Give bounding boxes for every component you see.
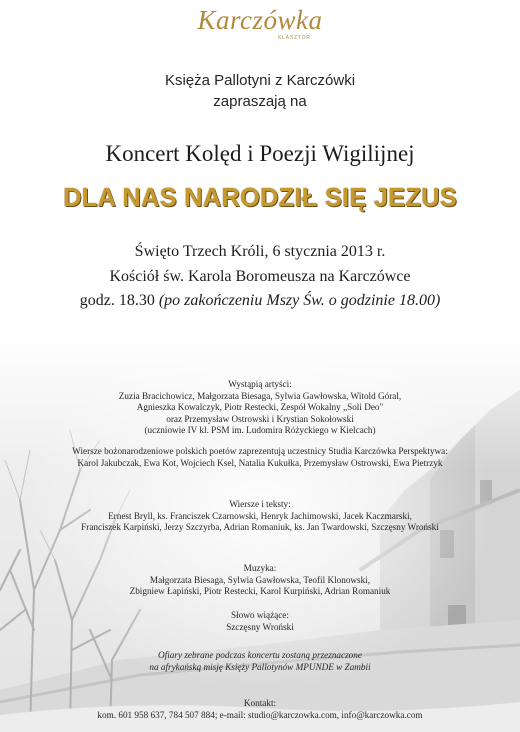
poems-section: [0, 446, 520, 469]
invitation-line-2: zapraszają na: [213, 93, 307, 110]
contact-heading: Kontakt:: [243, 698, 277, 708]
texts-section: [0, 499, 520, 534]
concert-title: Koncert Kolęd i Poezji Wigilijnej: [105, 141, 415, 166]
artists-line: Agnieszka Kowalczyk, Piotr Restecki, Zespół Wokalny „Soli Deo": [136, 402, 384, 413]
texts-line: Ernest Bryll, ks. Franciszek Czarnowski, Henryk Jachimowski, Jacek Kaczmarski,: [108, 510, 412, 521]
event-place: Kościół św. Karola Boromeusza na Karczówce: [109, 268, 411, 285]
linking-name: Szczęsny Wroński: [226, 621, 294, 632]
donation-section: [0, 650, 520, 673]
artists-heading: Wystąpią artyści:: [228, 379, 292, 389]
logo-subtitle: KLASZTOR: [278, 35, 311, 41]
linking-section: [0, 610, 520, 633]
contact-section: [0, 698, 520, 721]
artists-line: oraz Przemysław Ostrowski i Krystian Sokołowski: [166, 413, 354, 424]
artists-section: [0, 379, 520, 437]
linking-heading: Słowo wiążące:: [231, 610, 289, 620]
artists-line: (uczniowie IV kl. PSM im. Ludomira Różyckiego w Kielcach): [144, 425, 376, 436]
music-section: [0, 563, 520, 598]
texts-heading: Wiersze i teksty:: [229, 499, 291, 509]
poems-line: Wiersze bożonarodzeniowe polskich poetów zaprezentują uczestnicy Studia Karczówka Perspektywa:: [72, 446, 448, 456]
invitation-line-1: Księża Pallotyni z Karczówki: [164, 72, 356, 89]
karczowka-logo: Karczówka: [197, 5, 323, 35]
event-date: Święto Trzech Króli, 6 stycznia 2013 r.: [134, 243, 386, 260]
artists-line: Zuzia Bracichowicz, Małgorzata Biesaga, Sylwia Gawłowska, Witold Góral,: [118, 390, 402, 401]
music-heading: Muzyka:: [243, 563, 277, 573]
event-time-value: godz. 18.30: [79, 292, 155, 309]
texts-line: Franciszek Karpiński, Jerzy Szczyrba, Adrian Romaniuk, ks. Jan Twardowski, Szczęsny Wroński: [81, 522, 439, 533]
contact-line: kom. 601 958 637, 784 507 884; e-mail: studio@karczowka.com, info@karczowka.com: [97, 709, 423, 720]
donation-line: Ofiary zebrane podczas koncertu zostaną przeznaczone: [158, 650, 362, 660]
concert-headline: DLA NAS NARODZIŁ SIĘ JEZUS: [63, 184, 457, 212]
music-line: Zbigniew Łapiński, Piotr Restecki, Karol Kurpiński, Adrian Romaniuk: [129, 586, 391, 597]
poems-line: Karol Jakubczak, Ewa Kot, Wojciech Ksel, Natalia Kukułka, Przemysław Ostrowski, Ewa Pietrzyk: [77, 457, 443, 468]
music-line: Małgorzata Biesaga, Sylwia Gawłowska, Teofil Klonowski,: [149, 574, 371, 585]
event-time: [0, 292, 520, 310]
donation-line: na afrykańską misję Księży Pallotynów MPUNDE w Zambii: [149, 661, 371, 672]
event-time-note: (po zakończeniu Mszy Św. o godzinie 18.00): [158, 292, 441, 309]
